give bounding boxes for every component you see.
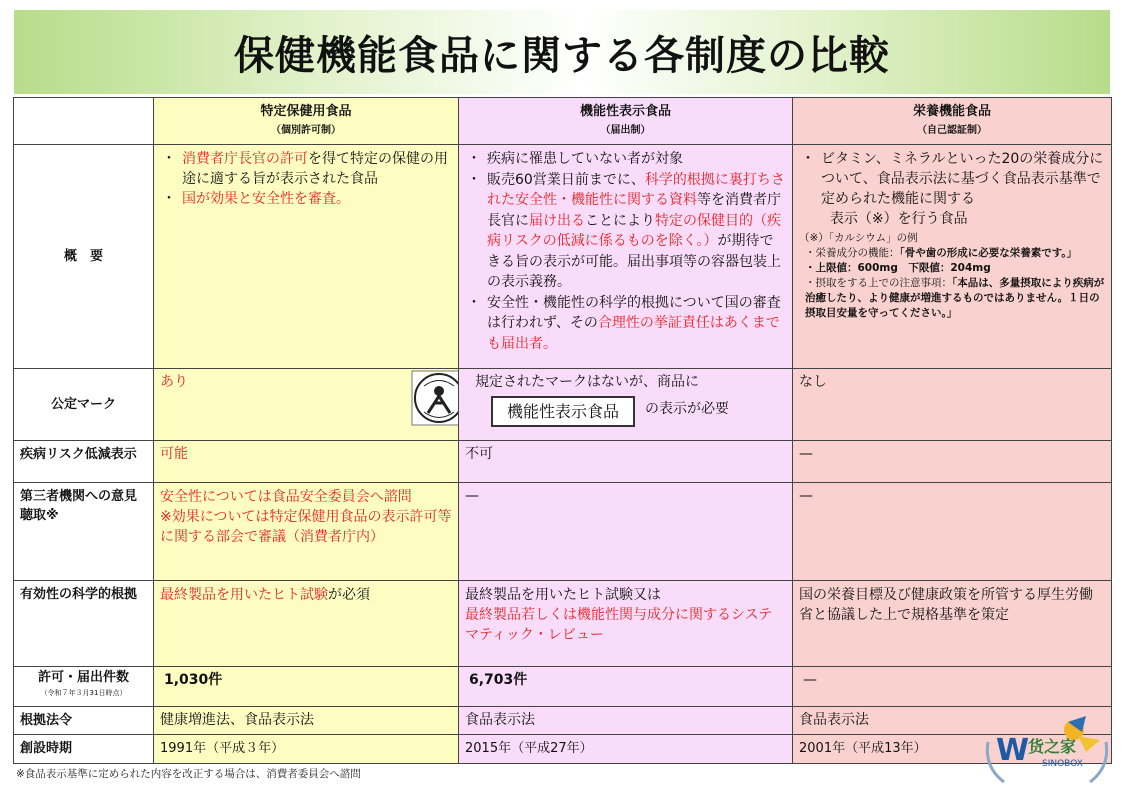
calcium-note-1 xyxy=(799,246,1105,261)
calcium-example xyxy=(799,231,1105,321)
count-tokutei: 1,030件 xyxy=(154,667,459,707)
row-label-third: 第三者機関への意見聴取※ xyxy=(14,483,154,581)
title-banner xyxy=(14,10,1110,94)
risk-tokutei: 可能 xyxy=(154,441,459,483)
header-row xyxy=(14,98,1112,145)
overview-kinousei-text: 安全性・機能性の科学的根拠について国の審査は行われず、その xyxy=(487,294,781,331)
row-risk xyxy=(14,441,1112,483)
mark-tokutei xyxy=(154,369,459,441)
established-kinousei: 2015年（平成27年） xyxy=(459,735,793,764)
calcium-note-3-label: ・摂取をする上での注意事項： xyxy=(805,277,952,289)
row-overview xyxy=(14,145,1112,369)
row-science xyxy=(14,581,1112,667)
science-kinousei xyxy=(459,581,793,667)
risk-kinousei: 不可 xyxy=(459,441,793,483)
row-label-risk: 疾病リスク低減表示 xyxy=(14,441,154,483)
page-title: 保健機能食品に関する各制度の比較 xyxy=(234,32,890,79)
row-label-overview: 概 要 xyxy=(14,145,154,369)
overview-eiyou-item xyxy=(799,149,1105,229)
calcium-note-2: ・上限値：600mg 下限値：204mg xyxy=(805,262,991,274)
header-tokutei-sub: （個別許可制） xyxy=(271,125,341,136)
overview-kinousei-text: 届け出る xyxy=(529,212,585,229)
overview-kinousei-text: が期待できる旨の表示が可能。届出事項等の容器包装上の表示義務。 xyxy=(487,233,781,290)
row-count xyxy=(14,667,1112,707)
calcium-note-1-text: 「骨や歯の形成に必要な栄養素です。」 xyxy=(899,247,1078,259)
overview-kinousei-text: 販売60営業日前までに、 xyxy=(487,171,645,188)
overview-kinousei-text: ことにより xyxy=(585,212,655,229)
row-label-science: 有効性の科学的根拠 xyxy=(14,581,154,667)
sinobox-logo-icon xyxy=(982,712,1112,792)
footnote: ※食品表示基準に定められた内容を改正する場合は、消費者委員会へ諮問 xyxy=(16,768,361,780)
mark-kinousei-box: 機能性表示食品 xyxy=(491,396,635,427)
law-tokutei: 健康増進法、食品表示法 xyxy=(154,707,459,735)
third-kinousei: — xyxy=(459,483,793,581)
established-eiyou: 2001年（平成13年） xyxy=(793,735,1112,764)
header-eiyou xyxy=(793,98,1112,145)
mark-kinousei-a: 規定されたマークはないが、商品に xyxy=(475,374,699,390)
mark-tokutei-text: あり xyxy=(160,374,188,390)
mark-kinousei-b: の表示が必要 xyxy=(645,401,730,417)
overview-eiyou-main: ビタミン、ミネラルといった20の栄養成分について、食品表示法に基づく食品表示基準で定められた機能に関する xyxy=(821,151,1104,207)
overview-tokutei-text: 国が効果と安全性を審査。 xyxy=(182,191,350,207)
header-kinousei-name: 機能性表示食品 xyxy=(579,104,671,119)
overview-kinousei-text: 特定の保健目的（疾病リスクの低減に係るものを除く。） xyxy=(487,212,781,249)
science-kinousei-a: 最終製品を用いたヒト試験又は xyxy=(465,587,661,603)
row-mark xyxy=(14,369,1112,441)
calcium-note-3-text: 「本品は、多量摂取により疾病が治癒したり、より健康が増進するものではありません。１日の摂取目安量を守ってください。」 xyxy=(805,277,1105,319)
row-label-count-sub: （令和７年３月31日時点） xyxy=(40,689,127,697)
calcium-note-1-label: ・栄養成分の機能： xyxy=(805,247,900,259)
overview-kinousei xyxy=(459,145,793,369)
law-kinousei: 食品表示法 xyxy=(459,707,793,735)
header-kinousei xyxy=(459,98,793,145)
row-label-count xyxy=(14,667,154,707)
header-tokutei-name: 特定保健用食品 xyxy=(260,104,352,119)
overview-tokutei-item xyxy=(160,149,452,189)
corner-cell xyxy=(14,98,154,145)
overview-tokutei-text: を得て特定の保健の用途に適する旨が表示された食品 xyxy=(182,151,448,187)
row-third xyxy=(14,483,1112,581)
row-label-count-main: 許可・届出件数 xyxy=(37,670,129,685)
science-tokutei xyxy=(154,581,459,667)
overview-tokutei-list xyxy=(160,149,452,209)
calcium-note-head: （※）「カルシウム」の例 xyxy=(799,232,918,244)
overview-tokutei-text: 消費者庁長官の許可 xyxy=(182,151,308,167)
row-label-law: 根拠法令 xyxy=(14,707,154,735)
logo-sub: SINOBOX xyxy=(1042,759,1083,769)
header-kinousei-sub: （届出制） xyxy=(600,125,651,136)
overview-kinousei-list xyxy=(465,149,786,354)
row-label-mark: 公定マーク xyxy=(14,369,154,441)
row-label-established: 創設時期 xyxy=(14,735,154,764)
count-kinousei: 6,703件 xyxy=(459,667,793,707)
overview-kinousei-text: 科学的根拠に裏打ちされた安全性・機能性に関する資料 xyxy=(487,171,785,208)
mark-eiyou: なし xyxy=(793,369,1112,441)
calcium-note-3 xyxy=(799,276,1105,321)
overview-kinousei-text: 合理性の挙証責任はあくまでも届出者。 xyxy=(487,315,780,352)
science-tokutei-rest: が必須 xyxy=(328,587,370,603)
overview-tokutei-item xyxy=(160,189,452,209)
overview-kinousei-text: 疾病に罹患していない者が対象 xyxy=(487,151,683,167)
logo-text: 货之家 xyxy=(1028,737,1077,756)
law-eiyou: 食品表示法 xyxy=(793,707,1112,735)
overview-kinousei-item xyxy=(465,293,786,355)
third-tokutei: 安全性については食品安全委員会へ諮問 ※効果については特定保健用食品の表示許可等に関する部会で審議（消費者庁内） xyxy=(154,483,459,581)
overview-kinousei-text: 等を消費者庁長官に xyxy=(487,192,781,229)
science-tokutei-red: 最終製品を用いたヒト試験 xyxy=(160,587,328,603)
third-eiyou: — xyxy=(793,483,1112,581)
overview-eiyou xyxy=(793,145,1112,369)
comparison-table xyxy=(13,97,1112,764)
overview-kinousei-item xyxy=(465,170,786,293)
overview-eiyou-list xyxy=(799,149,1105,229)
science-kinousei-red: 最終製品若しくは機能性関与成分に関するシステマティック・レビュー xyxy=(465,607,773,643)
risk-eiyou: — xyxy=(793,441,1112,483)
count-eiyou: — xyxy=(793,667,1112,707)
header-eiyou-name: 栄養機能食品 xyxy=(912,104,991,119)
header-eiyou-sub: （自己認証制） xyxy=(917,125,987,136)
science-eiyou: 国の栄養目標及び健康政策を所管する厚生労働省と協議した上で規格基準を策定 xyxy=(793,581,1112,667)
overview-eiyou-main2: 表示（※）を行う食品 xyxy=(829,211,968,227)
overview-kinousei-item xyxy=(465,149,786,170)
mark-kinousei-line xyxy=(465,392,786,427)
row-established xyxy=(14,735,1112,764)
row-law xyxy=(14,707,1112,735)
overview-tokutei xyxy=(154,145,459,369)
mark-kinousei xyxy=(459,369,793,441)
logo-letter: W xyxy=(996,733,1030,768)
established-tokutei: 1991年（平成３年） xyxy=(154,735,459,764)
header-tokutei xyxy=(154,98,459,145)
